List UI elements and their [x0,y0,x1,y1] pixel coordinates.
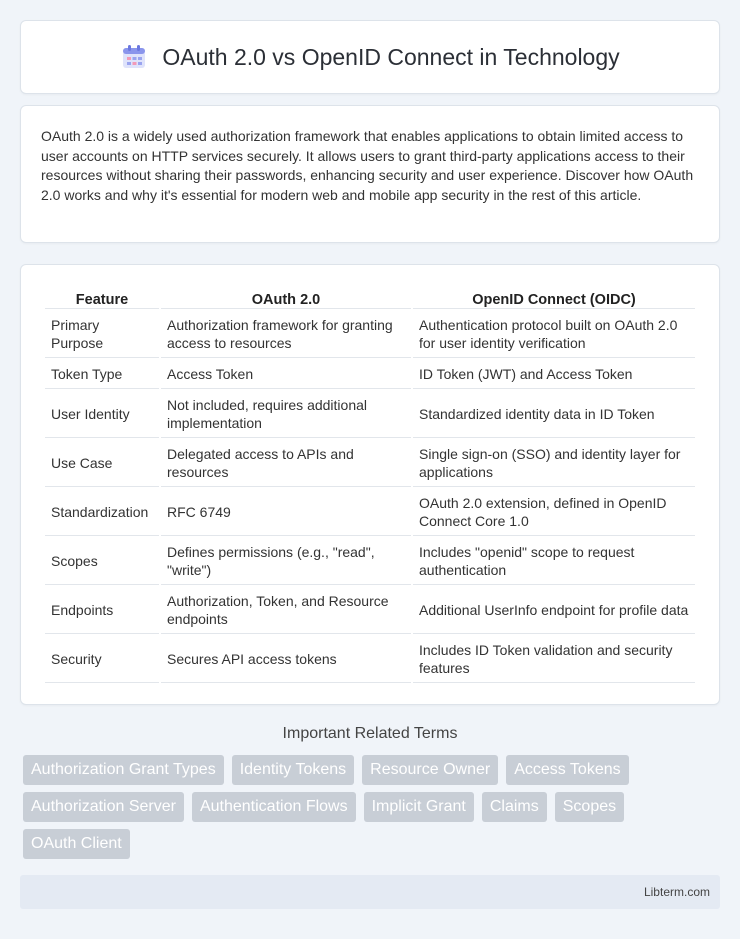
table-row [45,440,695,487]
oidc-cell: OAuth 2.0 extension, defined in OpenID Connect Core 1.0 [413,489,695,536]
footer [20,875,720,909]
table-row [45,587,695,634]
feature-cell: Use Case [45,440,159,487]
oauth-cell: Authorization, Token, and Resource endpoints [161,587,411,634]
column-header-feature: Feature [45,287,159,309]
feature-cell: Security [45,636,159,683]
oidc-cell: Single sign-on (SSO) and identity layer for applications [413,440,695,487]
oidc-cell: Authentication protocol built on OAuth 2.0 for user identity verification [413,311,695,358]
related-terms-list [20,755,720,859]
table-row [45,360,695,389]
oauth-cell: Defines permissions (e.g., "read", "write") [161,538,411,585]
intro-text: OAuth 2.0 is a widely used authorization framework that enables applications to obtain limited access to user accounts on HTTP services securely. It allows users to grant third-party applications access to their resources without sharing their passwords, enhancing security and user experience. Discover how OAuth 2.0 works and why it's essential for modern web and mobile app security in the rest of this article. [41,128,694,203]
tag-authorization-grant-types[interactable]: Authorization Grant Types [23,755,224,785]
oidc-cell: Additional UserInfo endpoint for profile data [413,587,695,634]
oidc-cell: Standardized identity data in ID Token [413,391,695,438]
tag-claims[interactable]: Claims [482,792,547,822]
column-header-oauth: OAuth 2.0 [161,287,411,309]
oauth-cell: Not included, requires additional implementation [161,391,411,438]
oauth-cell: Secures API access tokens [161,636,411,683]
feature-cell: Primary Purpose [45,311,159,358]
tag-access-tokens[interactable]: Access Tokens [506,755,628,785]
related-terms-heading: Important Related Terms [282,725,458,742]
page-title: OAuth 2.0 vs OpenID Connect in Technology [162,43,620,70]
tag-oauth-client[interactable]: OAuth Client [23,829,130,859]
oidc-cell: ID Token (JWT) and Access Token [413,360,695,389]
tag-authentication-flows[interactable]: Authentication Flows [192,792,356,822]
oauth-cell: Access Token [161,360,411,389]
tag-authorization-server[interactable]: Authorization Server [23,792,184,822]
table-row [45,391,695,438]
tag-scopes[interactable]: Scopes [555,792,624,822]
table-row [45,538,695,585]
table-row [45,311,695,358]
table-row [45,636,695,683]
feature-cell: Scopes [45,538,159,585]
oidc-cell: Includes "openid" scope to request authentication [413,538,695,585]
header-card [20,20,720,94]
oauth-cell: RFC 6749 [161,489,411,536]
feature-cell: Token Type [45,360,159,389]
table-row [45,489,695,536]
oauth-cell: Delegated access to APIs and resources [161,440,411,487]
calendar-icon [120,43,148,71]
oidc-cell: Includes ID Token validation and security features [413,636,695,683]
table-header-row [45,287,695,309]
tag-resource-owner[interactable]: Resource Owner [362,755,498,785]
column-header-oidc: OpenID Connect (OIDC) [413,287,695,309]
comparison-table-card [20,264,720,705]
feature-cell: User Identity [45,391,159,438]
feature-cell: Endpoints [45,587,159,634]
feature-cell: Standardization [45,489,159,536]
comparison-table [43,285,697,685]
intro-card [20,105,720,243]
tag-identity-tokens[interactable]: Identity Tokens [232,755,354,785]
footer-site-link[interactable]: Libterm.com [643,885,710,899]
oauth-cell: Authorization framework for granting access to resources [161,311,411,358]
tag-implicit-grant[interactable]: Implicit Grant [364,792,474,822]
